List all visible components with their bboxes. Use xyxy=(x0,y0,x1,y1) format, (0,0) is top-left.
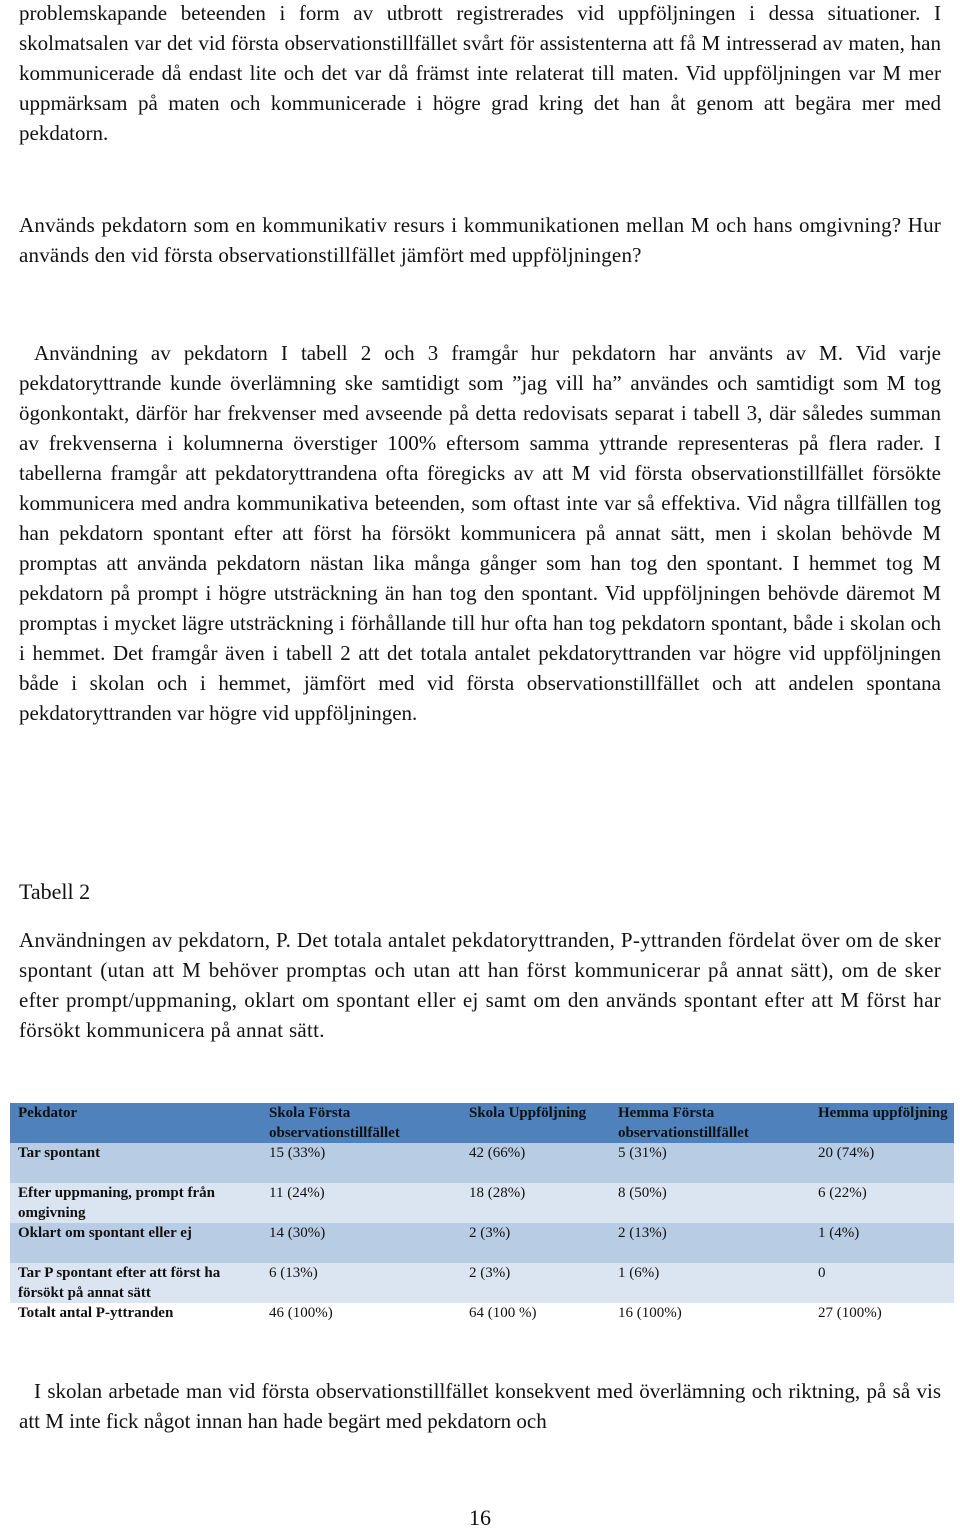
body-paragraph-3: I skolan arbetade man vid första observationstillfället konsekvent med överlämning och riktning, på så vis att M inte fick något innan han hade begärt med pekdatorn och xyxy=(19,1379,941,1433)
table-total-row xyxy=(10,1303,954,1327)
table-cell: 2 (13%) xyxy=(610,1223,810,1263)
table-row xyxy=(10,1183,954,1223)
table-cell: 27 (100%) xyxy=(810,1303,954,1327)
table-header-cell: Skola Första observationstillfället xyxy=(261,1103,461,1143)
table-cell: 1 (6%) xyxy=(610,1263,810,1303)
table-heading: Tabell 2 xyxy=(19,879,91,904)
row-label: Totalt antal P-yttranden xyxy=(10,1303,261,1327)
table-cell: 64 (100 %) xyxy=(461,1303,610,1327)
data-table xyxy=(10,1103,954,1327)
table-cell: 46 (100%) xyxy=(261,1303,461,1327)
table-cell: 42 (66%) xyxy=(461,1143,610,1183)
table-cell: 2 (3%) xyxy=(461,1223,610,1263)
table-header-cell: Hemma uppföljning xyxy=(810,1103,954,1143)
row-label: Tar P spontant efter att först ha försökt på annat sätt xyxy=(10,1263,261,1303)
table-row xyxy=(10,1143,954,1183)
table-header-cell: Skola Uppföljning xyxy=(461,1103,610,1143)
table-cell: 2 (3%) xyxy=(461,1263,610,1303)
page-number: 16 xyxy=(469,1505,491,1530)
table-cell: 6 (22%) xyxy=(810,1183,954,1223)
table-header-cell: Hemma Första observationstillfället xyxy=(610,1103,810,1143)
table-cell: 11 (24%) xyxy=(261,1183,461,1223)
table-header-row xyxy=(10,1103,954,1143)
table-cell: 20 (74%) xyxy=(810,1143,954,1183)
body-paragraph-2: Användning av pekdatorn I tabell 2 och 3 framgår hur pekdatorn har använts av M. Vid varje pekdatoryttrande kunde överlämning ske samtidigt som ”jag vill ha” användes och samtidigt som M tog ögonkontakt, därför har frekvenser med avseende på detta redovisats separat i tabell 3, där således summan av frekvenserna i kolumnerna överstiger 100% eftersom samma yttrande representeras på flera rader. I tabellerna framgår att pekdatoryttrandena ofta föregicks av att M vid första observationstillfället försökte kommunicera med andra kommunikativa beteenden, som oftast inte var så effektiva. Vid några tillfällen tog han pekdatorn spontant efter att först ha försökt kommunicera på annat sätt, men i skolan behövde M promptas att använda pekdatorn nästan lika många gånger som han tog den spontant. I hemmet tog M pekdatorn på prompt i högre utsträckning än han tog den spontant. Vid uppföljningen behövde däremot M promptas i mycket lägre utsträckning i förhållande till hur ofta han tog pekdatorn spontant, både i skolan och i hemmet. Det framgår även i tabell 2 att det totala antalet pekdatoryttranden var högre vid uppföljningen både i skolan och i hemmet, jämfört med vid första observationstillfället och att andelen spontana pekdatoryttranden var högre vid uppföljningen. xyxy=(19,341,941,725)
table-cell: 14 (30%) xyxy=(261,1223,461,1263)
table-caption: Användningen av pekdatorn, P. Det totala antalet pekdatoryttranden, P-yttranden fördelat över om de sker spontant (utan att M behöver promptas och utan att han först kommunicerar på annat sätt), om de sker efter prompt/uppmaning, oklart om spontant eller ej samt om den används spontant efter att M först har försökt kommunicera på annat sätt. xyxy=(19,928,941,1042)
table-cell: 5 (31%) xyxy=(610,1143,810,1183)
row-label: Efter uppmaning, prompt från omgivning xyxy=(10,1183,261,1223)
research-question: Används pekdatorn som en kommunikativ resurs i kommunikationen mellan M och hans omgivning? Hur används den vid första observationstillfället jämfört med uppföljningen? xyxy=(19,213,941,267)
body-paragraph-1: problemskapande beteenden i form av utbrott registrerades vid uppföljningen i dessa situationer. I skolmatsalen var det vid första observationstillfället svårt för assistenterna att få M intresserad av maten, han kommunicerade då endast lite och det var då främst inte relaterat till maten. Vid uppföljningen var M mer uppmärksam på maten och kommunicerade i högre grad kring det han åt genom att begära mer med pekdatorn. xyxy=(19,1,941,145)
table-cell: 0 xyxy=(810,1263,954,1303)
table-row xyxy=(10,1223,954,1263)
table-cell: 8 (50%) xyxy=(610,1183,810,1223)
row-label: Tar spontant xyxy=(10,1143,261,1183)
row-label: Oklart om spontant eller ej xyxy=(10,1223,261,1263)
table-header-cell: Pekdator xyxy=(10,1103,261,1143)
table-cell: 1 (4%) xyxy=(810,1223,954,1263)
table-cell: 18 (28%) xyxy=(461,1183,610,1223)
table-row xyxy=(10,1263,954,1303)
table-cell: 15 (33%) xyxy=(261,1143,461,1183)
table-cell: 16 (100%) xyxy=(610,1303,810,1327)
table-cell: 6 (13%) xyxy=(261,1263,461,1303)
